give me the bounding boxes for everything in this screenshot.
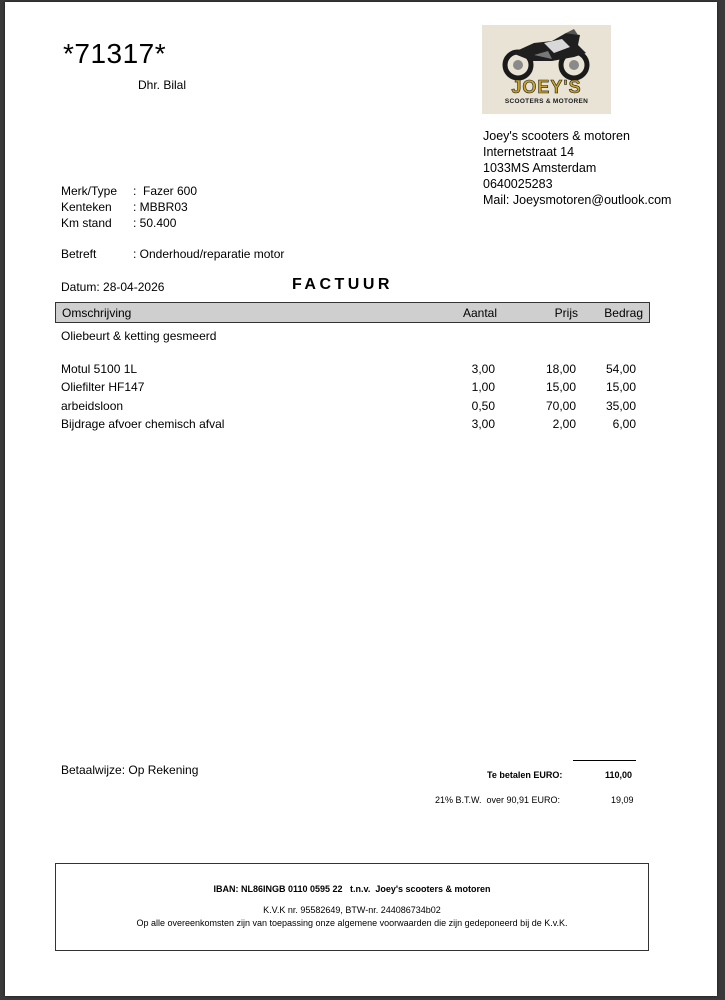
footer-iban: IBAN: NL86INGB 0110 0595 22 t.n.v. Joey's scooters & motoren — [213, 884, 491, 894]
company-street: Internetstraat 14 — [483, 145, 575, 159]
vehicle-value: : 50.400 — [133, 216, 177, 230]
document-title: FACTUUR — [292, 276, 393, 293]
vehicle-row — [61, 215, 197, 231]
row-amount: 54,00 — [605, 361, 636, 376]
vat-label: 21% B.T.W. over 90,91 EURO: — [435, 795, 561, 805]
company-phone: 0640025283 — [483, 177, 553, 191]
header-price: Prijs — [554, 306, 578, 320]
table-row — [61, 399, 648, 418]
vehicle-row — [61, 183, 197, 199]
header-amount: Bedrag — [604, 306, 643, 320]
row-description: Bijdrage afvoer chemisch afval — [61, 417, 225, 431]
header-qty: Aantal — [462, 306, 497, 320]
company-name: Joey's scooters & motoren — [483, 129, 630, 143]
company-city: 1033MS Amsterdam — [483, 161, 597, 175]
company-address — [483, 128, 671, 208]
vehicle-label: Km stand — [61, 216, 112, 230]
logo-brand: JOEY'S — [511, 77, 582, 97]
row-qty: 0,50 — [471, 398, 495, 413]
vehicle-value: : MBBR03 — [133, 200, 188, 214]
logo-tagline: SCOOTERS & MOTOREN — [504, 98, 589, 105]
footer-terms: Op alle overeenkomsten zijn van toepassing onze algemene voorwaarden die zijn gedeponeerd bij de K.v.K. — [136, 918, 568, 928]
date-label: Datum: — [61, 280, 100, 294]
row-description: Oliefilter HF147 — [61, 380, 145, 394]
invoice-number: *71317* — [63, 38, 167, 69]
row-price: 18,00 — [545, 361, 576, 376]
row-qty: 3,00 — [471, 361, 495, 376]
subject-value: : Onderhoud/reparatie motor — [133, 247, 285, 261]
vehicle-label: Merk/Type — [61, 184, 118, 198]
payment-method: Betaalwijze: Op Rekening — [61, 763, 199, 777]
company-email: Mail: Joeysmotoren@outlook.com — [483, 193, 672, 207]
vehicle-label: Kenteken — [61, 200, 112, 214]
table-row — [61, 380, 648, 399]
footer-kvk: K.V.K nr. 95582649, BTW-nr. 244086734b02 — [263, 905, 441, 915]
row-amount: 35,00 — [605, 398, 636, 413]
invoice-page — [5, 2, 717, 996]
total-divider — [573, 760, 636, 761]
row-amount: 15,00 — [605, 380, 636, 394]
vehicle-details — [61, 183, 197, 231]
date-value: 28-04-2026 — [103, 280, 165, 294]
footer-box — [55, 863, 649, 951]
row-qty: 1,00 — [471, 380, 495, 394]
table-row — [61, 417, 648, 436]
subject — [61, 247, 284, 261]
header-description: Omschrijving — [62, 306, 132, 320]
total-due-value: 110,00 — [605, 770, 633, 780]
row-price: 2,00 — [552, 417, 576, 431]
table-header — [55, 302, 650, 323]
vehicle-row — [61, 199, 197, 215]
company-logo — [482, 25, 611, 114]
invoice-date — [61, 280, 164, 294]
subject-label: Betreft — [61, 247, 97, 261]
row-price: 70,00 — [545, 398, 576, 413]
total-due-label: Te betalen EURO: — [487, 770, 563, 780]
vat-value: 19,09 — [611, 795, 634, 805]
invoice-lines — [61, 329, 648, 436]
row-description: arbeidsloon — [61, 398, 124, 413]
row-amount: 6,00 — [612, 417, 636, 431]
vehicle-value: : Fazer 600 — [133, 184, 198, 198]
note-text: Oliebeurt & ketting gesmeerd — [61, 329, 217, 343]
row-qty: 3,00 — [471, 417, 495, 431]
row-description: Motul 5100 1L — [61, 361, 138, 376]
line-note — [61, 329, 648, 348]
row-price: 15,00 — [545, 380, 576, 394]
table-row — [61, 362, 648, 381]
customer-name: Dhr. Bilal — [138, 78, 187, 92]
